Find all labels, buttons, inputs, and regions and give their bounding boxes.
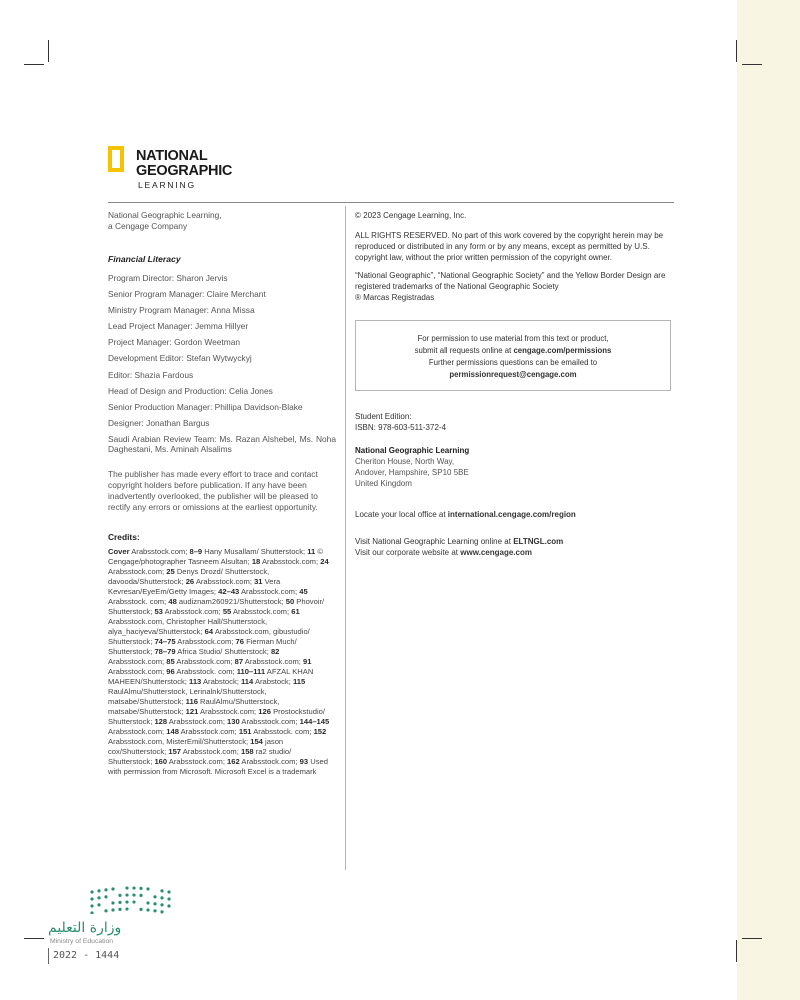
year-bar	[48, 948, 49, 964]
credit-source: Arabstock;	[201, 676, 241, 686]
ministry-english-name: Ministry of Education	[50, 938, 114, 945]
credit-pages: 144–145	[299, 716, 330, 726]
credit-pages: 154	[250, 736, 263, 746]
emblem-dot	[153, 895, 156, 898]
credit-pages: 162	[227, 756, 240, 766]
visit-line-1	[355, 536, 675, 547]
credit-source: Arabsstock.com;	[260, 556, 321, 566]
emblem-dot	[132, 893, 135, 896]
credit-source: Arabsstock.com;	[239, 586, 300, 596]
credit-pages: 121	[185, 706, 199, 716]
permission-line: For permission to use material from this text or product,	[417, 334, 609, 343]
cengage-link[interactable]: www.cengage.com	[460, 548, 532, 557]
emblem-dot	[125, 893, 128, 896]
credit-pages: 157	[168, 746, 182, 756]
left-column	[108, 210, 336, 777]
credit-pages: 113	[189, 676, 202, 686]
emblem-dot	[132, 886, 135, 889]
credit-source: Arabsstock.com;	[108, 726, 167, 736]
credit-pages: 126	[258, 706, 271, 716]
credit-pages: 87	[234, 656, 244, 666]
crop-mark	[24, 938, 44, 939]
emblem-dot	[125, 886, 128, 889]
permission-line	[356, 345, 670, 357]
address-line: United Kingdom	[355, 479, 412, 488]
address-line: Andover, Hampshire, SP10 5BE	[355, 468, 469, 477]
credit-pages: 11	[307, 546, 316, 556]
credit-source: Arabsstock.com;	[167, 756, 228, 766]
edition-label: Student Edition:	[355, 412, 412, 421]
credit-pages: 130	[227, 716, 240, 726]
credit-source: Arabsstock.com;	[181, 746, 241, 756]
emblem-dot	[90, 890, 93, 893]
emblem-dot	[104, 888, 107, 891]
emblem-dot	[125, 907, 128, 910]
isbn: ISBN: 978-603-511-372-4	[355, 423, 447, 432]
emblem-dot	[90, 911, 93, 914]
credit-source: AFZAL KHAN MAHEEN/Shutterstock;	[108, 666, 314, 686]
credit-pages: 45	[299, 586, 308, 596]
credit-source: Arabsstock.com;	[239, 756, 300, 766]
credit-source: Arabsstock.com;	[174, 656, 235, 666]
emblem-dot	[104, 895, 107, 898]
credit-pages: 114	[240, 676, 254, 686]
credit-source: Used with permission from Microsoft. Microsoft Excel is a trademark	[108, 756, 328, 776]
credit-source: Arabstock;	[253, 676, 293, 686]
yellow-border-icon	[108, 146, 124, 172]
credit-source: Arabsstock.com;	[108, 656, 167, 666]
credit-source: Fierman Much/ Shutterstock;	[108, 636, 297, 656]
address-line: Cheriton House, North Way,	[355, 457, 455, 466]
rights-reserved: ALL RIGHTS RESERVED. No part of this work covered by the copyright herein may be reproduced or distributed in any form or by any means, except as permitted by U.S. copyright law, without the prior written permission of the copyright owner.	[355, 231, 664, 262]
right-column	[355, 210, 675, 558]
credit-source: Arabsstock.com;	[167, 716, 228, 726]
ministry-arabic-name: وزارة التعليم	[48, 920, 122, 936]
credit-source: Arabsstock.com;	[162, 606, 223, 616]
permission-prefix: submit all requests online at	[414, 346, 514, 355]
staff-item: Ministry Program Manager: Anna Missa	[108, 305, 255, 316]
emblem-dot	[90, 897, 93, 900]
emblem-dot	[153, 902, 156, 905]
credit-pages: 26	[185, 576, 195, 586]
crop-mark	[742, 64, 762, 65]
credit-source: Vera Kevresan/EyeEm/Getty Images;	[108, 576, 281, 596]
credit-source: Africa Studio/ Shutterstock;	[175, 646, 271, 656]
permissions-link[interactable]: cengage.com/permissions	[513, 346, 612, 355]
credit-source: Denys Drozd/ Shutterstock, davooda/Shutterstock;	[108, 566, 270, 586]
credit-pages: 93	[299, 756, 309, 766]
crop-mark	[736, 940, 737, 962]
emblem-dot	[118, 894, 121, 897]
emblem-dot	[139, 908, 142, 911]
staff-list	[108, 273, 336, 455]
emblem-dot	[146, 887, 149, 890]
visit-line-2	[355, 547, 675, 558]
credit-pages: 78–79	[154, 646, 176, 656]
publisher-address	[355, 456, 675, 489]
credit-source: Arabsstock.com;	[243, 656, 304, 666]
emblem-dot	[160, 903, 163, 906]
emblem-dot	[160, 896, 163, 899]
emblem-dot	[153, 909, 156, 912]
credit-source: Arabsstock.com, gibustudio/ Shutterstock;	[108, 626, 310, 646]
logo-line-1: NATIONAL	[136, 148, 208, 164]
region-link[interactable]: international.cengage.com/region	[447, 510, 576, 519]
credit-source: jason cox/Shutterstock;	[108, 736, 284, 756]
logo-line-3: LEARNING	[138, 180, 196, 190]
staff-item: Designer: Jonathan Bargus	[108, 417, 210, 428]
credit-pages: 18	[251, 556, 261, 566]
credit-pages: 85	[166, 656, 175, 666]
credit-pages: 91	[303, 656, 312, 666]
credit-source: Arabsstock.com;	[108, 566, 167, 576]
emblem-dot	[160, 889, 163, 892]
header-divider	[108, 202, 674, 203]
credit-source: Prostockstudio/ Shutterstock;	[108, 706, 325, 726]
emblem-dot	[118, 908, 121, 911]
emblem-dot	[97, 889, 100, 892]
emblem-dot	[111, 887, 114, 890]
visit-prefix: Visit our corporate website at	[355, 548, 461, 557]
column-divider	[345, 206, 346, 870]
emblem-dot	[97, 903, 100, 906]
crop-mark	[742, 938, 762, 939]
permissions-box	[355, 320, 671, 391]
visit-prefix: Visit National Geographic Learning online at	[355, 537, 514, 546]
edition-info	[355, 411, 675, 433]
credit-pages: 55	[222, 606, 232, 616]
publisher-name: National Geographic Learning	[355, 446, 470, 455]
emblem-dot	[139, 887, 142, 890]
credit-pages: 53	[154, 606, 163, 616]
credit-source: ra2 studio/ Shutterstock;	[108, 746, 292, 766]
credit-pages: 116	[185, 696, 198, 706]
credit-source: Arabsstock.com, Christopher Hall/Shutterstock, alya_haciyeva/Shutterstock;	[108, 616, 268, 636]
emblem-dot	[132, 900, 135, 903]
credit-pages: 25	[166, 566, 175, 576]
credit-pages: 96	[166, 666, 175, 676]
emblem-dot	[139, 894, 142, 897]
credit-source: RaulAlmu/Shutterstock, matsabe/Shutterstock;	[108, 696, 280, 716]
credit-pages: 50	[285, 596, 295, 606]
staff-item: Program Director: Sharon Jervis	[108, 273, 228, 283]
credit-source: Phovoir/ Shutterstock;	[108, 596, 325, 616]
credit-source: Arabsstock.com;	[129, 546, 190, 556]
credit-pages: 64	[204, 626, 214, 636]
credit-pages: 152	[313, 726, 327, 736]
credit-pages: 148	[166, 726, 179, 736]
marcas-registradas: ® Marcas Registradas	[355, 293, 435, 302]
credit-source: © Cengage/photographer Tasneem Alsultan;	[108, 546, 323, 566]
emblem-dot	[146, 901, 149, 904]
credit-source: RaulAlmu/Shutterstock, Lerinalnk/Shutterstock, matsabe/Shutterstock;	[108, 686, 267, 706]
staff-item: Senior Production Manager: Phillipa Davidson-Blake	[108, 401, 303, 412]
credit-pages: 128	[154, 716, 168, 726]
staff-item: Saudi Arabian Review Team: Ms. Razan Alshebel, Ms. Noha Daghestani, Ms. Aminah Alsalims	[108, 433, 336, 455]
emblem-dot	[118, 901, 121, 904]
emblem-dot	[160, 910, 163, 913]
credit-pages: Cover	[108, 546, 130, 556]
emblem-dot	[167, 890, 170, 893]
credit-source: Arabsstock. com;	[174, 666, 237, 676]
staff-item: Editor: Shazia Fardous	[108, 369, 194, 380]
emblem-dot	[167, 897, 170, 900]
staff-item: Development Editor: Stefan Wytwyckyj	[108, 353, 252, 364]
ministry-year: 2022 - 1444	[53, 950, 120, 961]
credit-source: Arabsstock.com;	[178, 726, 239, 736]
credit-source: Hany Musallam/ Shutterstock;	[202, 546, 308, 556]
crop-mark	[48, 40, 49, 62]
emblem-dot	[146, 908, 149, 911]
trademark-text: “National Geographic”, “National Geographic Society” and the Yellow Border Design are registered trademarks of the National Geographic Society	[355, 271, 666, 291]
company-name	[108, 210, 336, 232]
credit-pages: 24	[320, 556, 329, 566]
emblem-dot	[125, 900, 128, 903]
emblem-dot	[104, 909, 107, 912]
credit-source: Arabsstock.com;	[108, 666, 167, 676]
company-line: a Cengage Company	[108, 221, 188, 231]
credit-pages: 31	[254, 576, 263, 586]
credits-heading: Credits:	[108, 531, 140, 542]
permission-line	[356, 369, 670, 381]
credit-source: Arabsstock.com, MisterEmil/Shutterstock;	[108, 736, 251, 746]
credit-pages: 76	[235, 636, 244, 646]
side-strip	[737, 0, 800, 1000]
credit-pages: 110–111	[236, 666, 266, 676]
credit-pages: 82	[270, 646, 280, 656]
credit-pages: 160	[154, 756, 168, 766]
credit-source: audiznam260921/Shutterstock;	[176, 596, 286, 606]
permission-line: Further permissions questions can be emailed to	[428, 358, 598, 367]
credit-source: Arabsstock. com;	[251, 726, 314, 736]
staff-item: Project Manager: Gordon Weetman	[108, 337, 241, 348]
book-title: Financial Literacy	[108, 254, 181, 264]
copyright-line: © 2023 Cengage Learning, Inc.	[355, 211, 467, 220]
credit-source: Arabsstock.com;	[175, 636, 236, 646]
credit-source: Arabsstock. com;	[108, 596, 169, 606]
credit-pages: 151	[238, 726, 252, 736]
credit-pages: 74–75	[154, 636, 176, 646]
credit-source: Arabsstock.com;	[198, 706, 259, 716]
credit-source: Arabsstock.com;	[194, 576, 255, 586]
staff-item: Lead Project Manager: Jemma Hillyer	[108, 321, 249, 332]
emblem-dot	[167, 904, 170, 907]
trademark-notice	[355, 270, 675, 303]
emblem-dot	[90, 904, 93, 907]
credit-source: Arabsstock.com;	[231, 606, 292, 616]
ministry-dots-icon	[88, 884, 172, 914]
locate-prefix: Locate your local office at	[355, 510, 448, 519]
logo-line-2: GEOGRAPHIC	[136, 163, 233, 179]
credit-pages: 61	[291, 606, 300, 616]
company-line: National Geographic Learning,	[108, 210, 222, 220]
locate-office	[355, 509, 675, 520]
staff-item: Head of Design and Production: Celia Jones	[108, 385, 273, 396]
eltngl-link[interactable]: ELTNGL.com	[513, 537, 564, 546]
emblem-dot	[111, 908, 114, 911]
permission-email-link[interactable]: permissionrequest@cengage.com	[449, 370, 577, 379]
disclaimer: The publisher has made every effort to trace and contact copyright holders before publication. If any have been inadvertently overlooked, the publisher will be pleased to rectify any errors or omissions at the earliest opportunity.	[108, 468, 318, 512]
credit-pages: 42–43	[218, 586, 240, 596]
credit-pages: 115	[292, 676, 306, 686]
staff-item: Senior Program Manager: Claire Merchant	[108, 289, 266, 300]
credits-text	[108, 547, 336, 777]
crop-mark	[736, 40, 737, 62]
credit-pages: 8–9	[189, 546, 203, 556]
emblem-dot	[111, 901, 114, 904]
emblem-dot	[97, 896, 100, 899]
credit-source: Arabsstock.com;	[239, 716, 300, 726]
credit-pages: 48	[168, 596, 177, 606]
crop-mark	[24, 64, 44, 65]
credit-pages: 158	[240, 746, 254, 756]
